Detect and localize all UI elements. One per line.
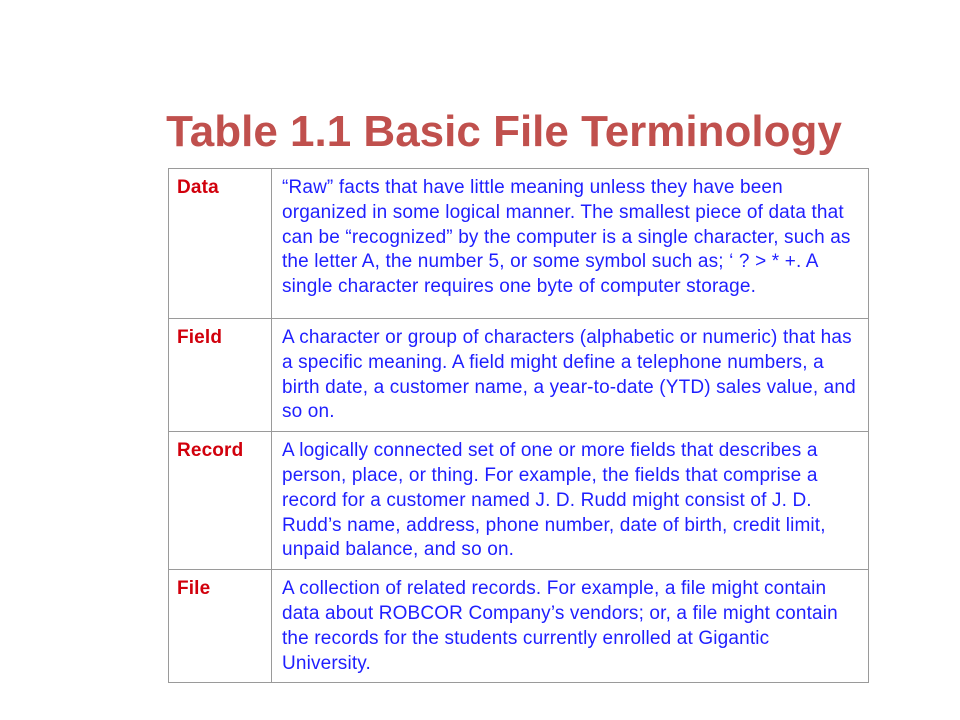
term-cell-file: File [169, 570, 272, 683]
terminology-table [168, 168, 869, 683]
page-title: Table 1.1 Basic File Terminology [166, 107, 842, 156]
term-cell-data: Data [169, 169, 272, 319]
table-row [169, 570, 869, 683]
table-row [169, 432, 869, 570]
term-cell-record: Record [169, 432, 272, 570]
definition-cell-record: A logically connected set of one or more fields that describes a person, place, or thing. For example, the fields that comprise a record for a customer named J. D. Rudd might consist of J. D. Rudd’s name, address, phone number, date of birth, credit limit, unpaid balance, and so on. [272, 432, 869, 570]
table-row [169, 169, 869, 319]
definition-cell-data: “Raw” facts that have little meaning unless they have been organized in some logical manner. The smallest piece of data that can be “recognized” by the computer is a single character, such as the letter A, the number 5, or some symbol such as; ‘ ? > * +. A single character requires one byte of computer storage. [272, 169, 869, 319]
table-row [169, 319, 869, 432]
definition-cell-file: A collection of related records. For example, a file might contain data about ROBCOR Company’s vendors; or, a file might contain the records for the students currently enrolled at Gigantic University. [272, 570, 869, 683]
term-cell-field: Field [169, 319, 272, 432]
definition-cell-field: A character or group of characters (alphabetic or numeric) that has a specific meaning. A field might define a telephone numbers, a birth date, a customer name, a year-to-date (YTD) sales value, and so on. [272, 319, 869, 432]
